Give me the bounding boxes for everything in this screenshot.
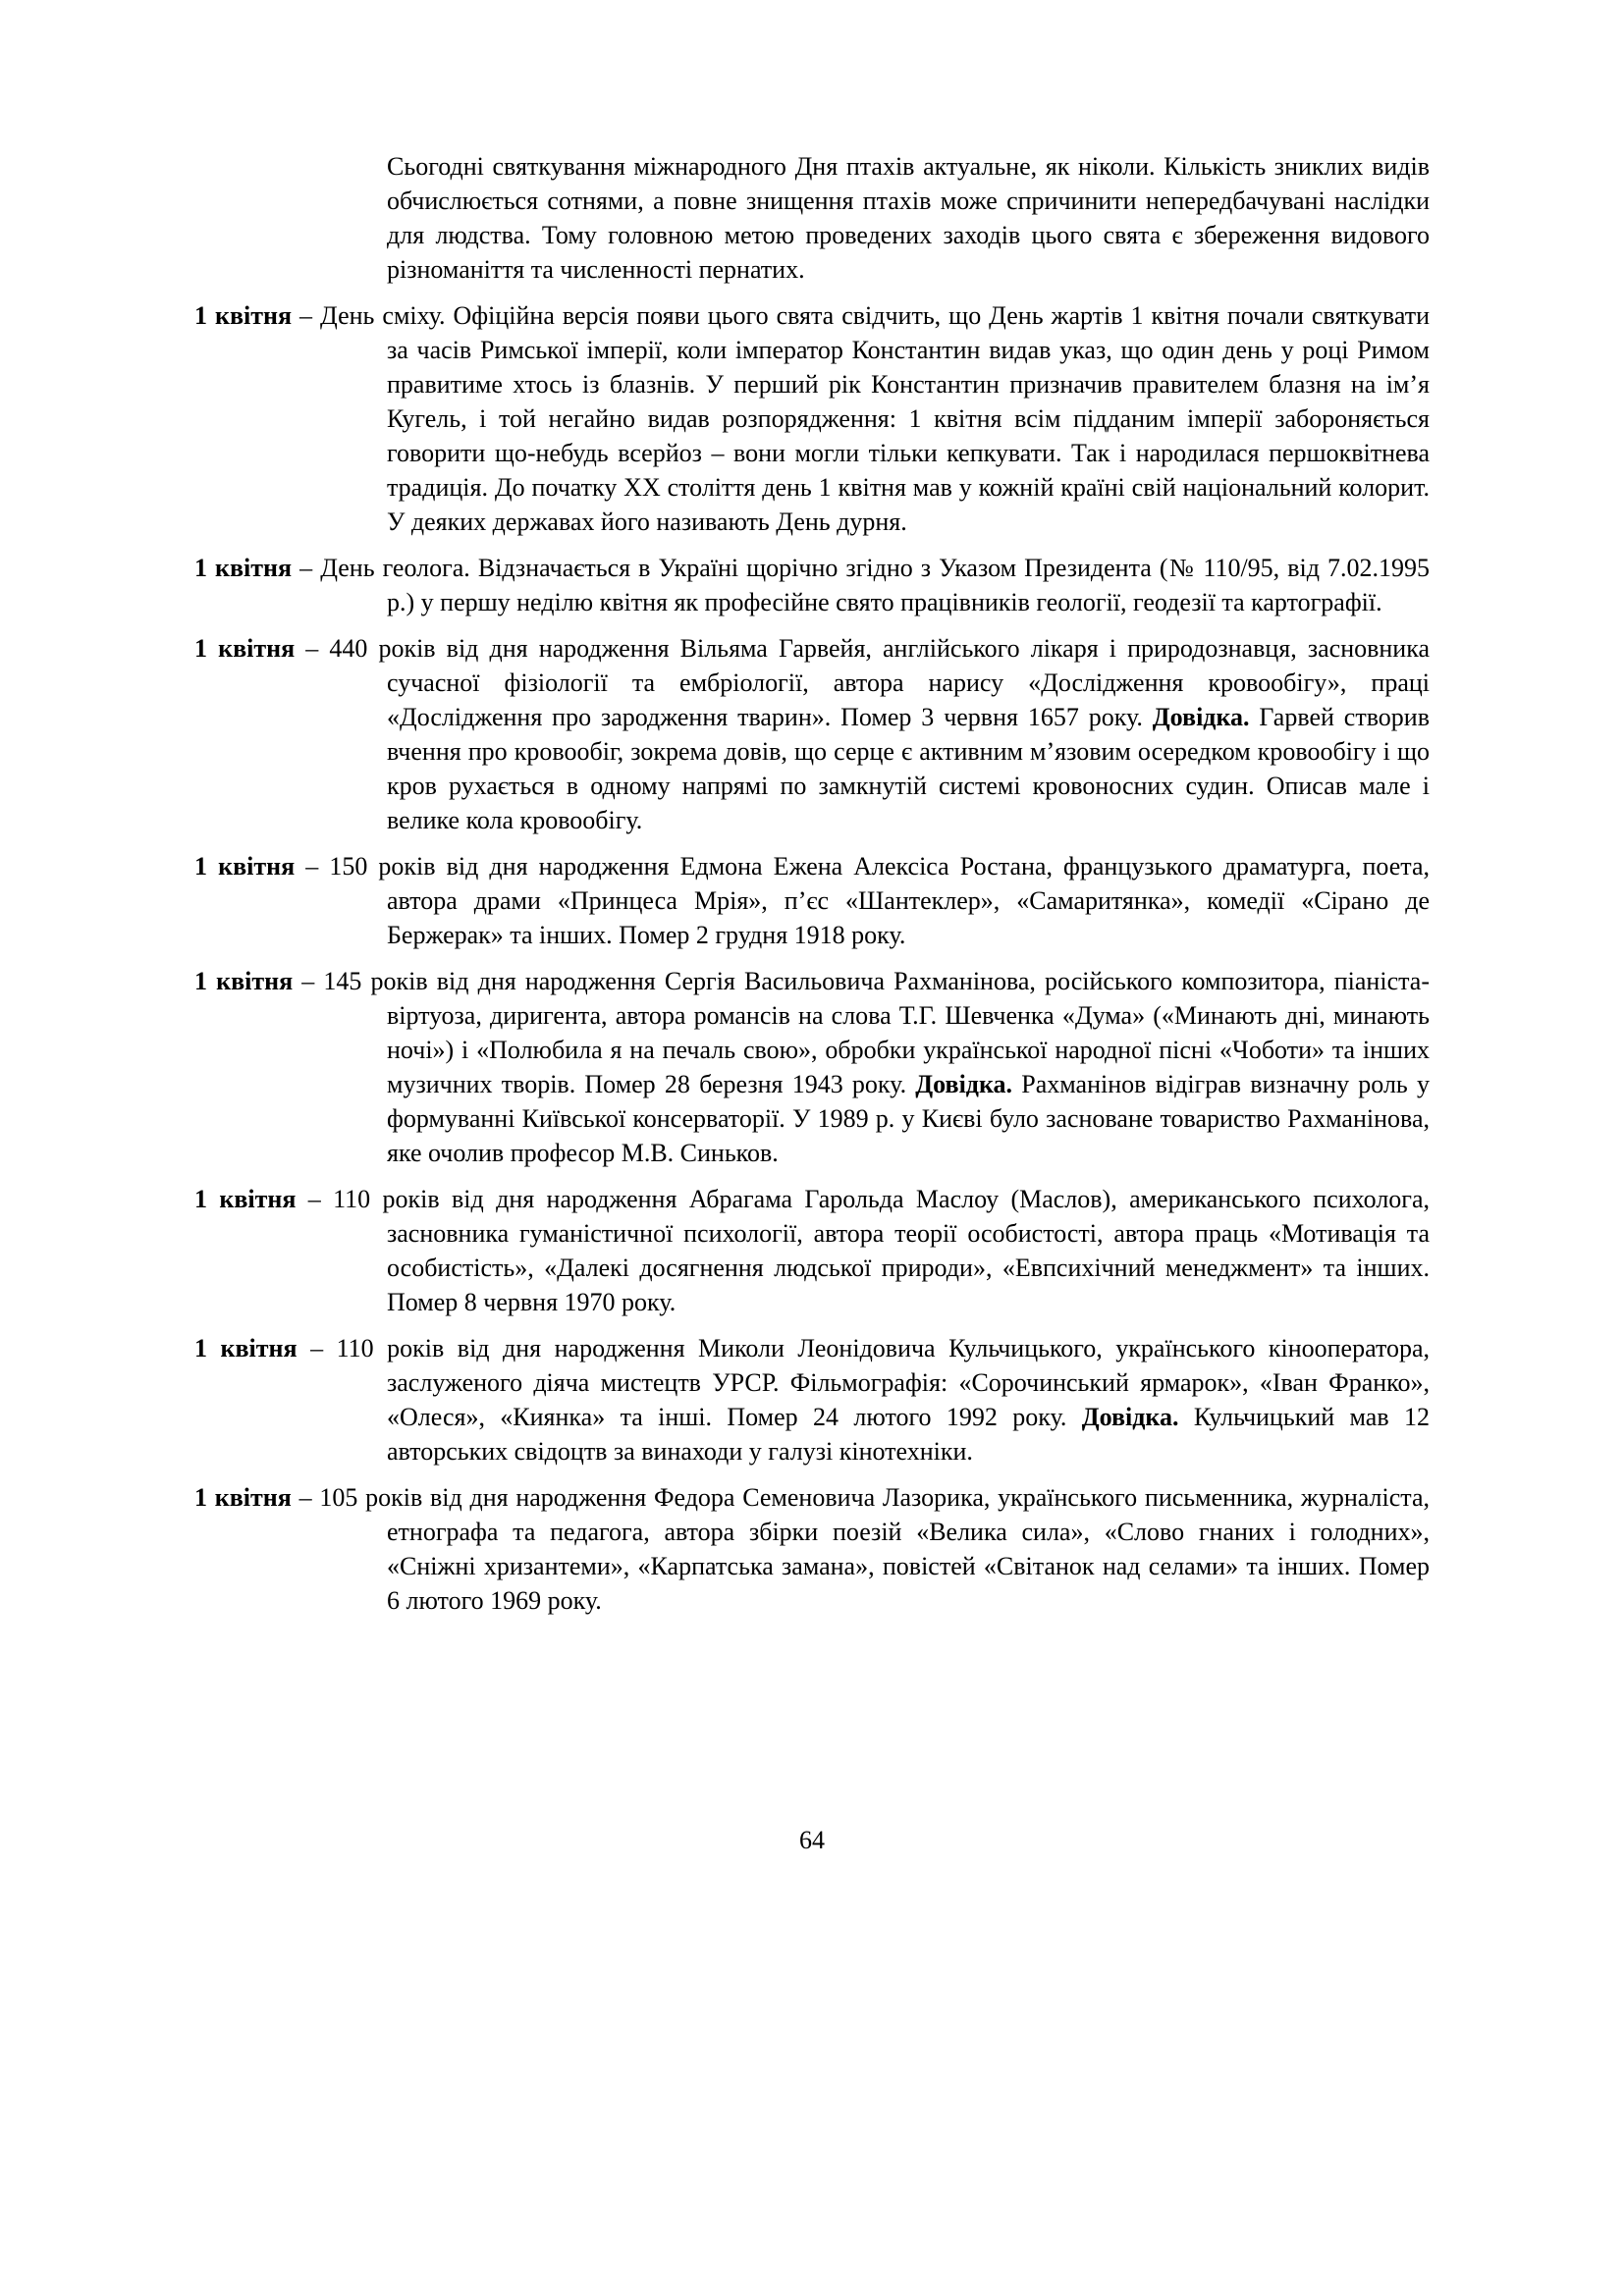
calendar-entry: [194, 551, 1430, 619]
entry-dash: –: [292, 554, 321, 582]
entry-text: 110 років від дня народження Миколи Леонідовича Кульчицького, українського кінооператора, заслуженого діяча мистецтв УРСР. Фільмографія: «Сорочинський ярмарок», «Іван Франко», «Олеся», «Киянка» та інші. Помер 24 лютого 1992 року.: [336, 1334, 1430, 1431]
entry-note-text: Кульчицький мав 12 авторських свідоцтв за винаходи у галузі кінотехніки.: [387, 1403, 1430, 1466]
entry-dash: –: [296, 1185, 334, 1213]
entry-text: 105 років від дня народження Федора Семеновича Лазорика, українського письменника, журналіста, етнографа та педагога, автора збірки поезій «Велика сила», «Слово гнаних і голодних», «Сніжні хризантеми», «Карпатська замана», повістей «Світанок над селами» та інших. Помер 6 лютого 1969 року.: [319, 1483, 1430, 1615]
entry-dash: –: [293, 967, 324, 995]
entry-text: 440 років від дня народження Вільяма Гарвейя, англійського лікаря і природознавця, засновника сучасної фізіології та ембріології, автора нарису «Дослідження кровообігу», праці «Дослідження про зародження тварин». Помер 3 червня 1657 року.: [329, 634, 1430, 731]
entry-list: [194, 298, 1430, 1618]
page-number: 64: [799, 1826, 825, 1854]
entry-date: 1 квітня: [194, 301, 293, 330]
entry-note-label: Довідка.: [1081, 1403, 1179, 1431]
entry-note-label: Довідка.: [915, 1070, 1013, 1098]
entry-dash: –: [291, 1483, 320, 1512]
entry-date: 1 квітня: [194, 554, 293, 582]
entry-note-label: Довідка.: [1152, 703, 1250, 731]
calendar-entry: [194, 298, 1430, 539]
entry-date: 1 квітня: [194, 967, 294, 995]
calendar-entry: [194, 631, 1430, 837]
entry-dash: –: [295, 852, 330, 881]
entry-date: 1 квітня: [194, 852, 296, 881]
entry-dash: –: [295, 634, 330, 663]
calendar-entry: [194, 1331, 1430, 1468]
entry-text: День сміху. Офіційна версія появи цього свята свідчить, що День жартів 1 квітня почали святкувати за часів Римської імперії, коли імператор Константин видав указ, що один день у році Римом правитиме хтось із блазнів. У перший рік Константин призначив правителем блазня на ім’я Кугель, і той негайно видав розпорядження: 1 квітня всім підданим імперії забороняється говорити що-небудь всерйоз – вони могли тільки кепкувати. Так і народилася першоквітнева традиція. До початку ХХ століття день 1 квітня мав у кожній країні свій національний колорит. У деяких державах його називають День дурня.: [320, 301, 1430, 536]
intro-paragraph: Сьогодні святкування міжнародного Дня птахів актуальне, як ніколи. Кількість зниклих видів обчислюється сотнями, а повне знищення птахів може спричинити непередбачувані наслідки для людства. Тому головною метою проведених заходів цього свята є збереження видового різноманіття та численності пернатих.: [387, 152, 1430, 284]
calendar-entry: [194, 1182, 1430, 1319]
entry-note-text: Рахманінов відіграв визначну роль у формуванні Київської консерваторії. У 1989 р. у Києві було засноване товариство Рахманінова, яке очолив професор М.В. Синьков.: [387, 1070, 1430, 1167]
entry-dash: –: [297, 1334, 337, 1362]
entry-dash: –: [292, 301, 321, 330]
entry-text: День геолога. Відзначається в Україні щорічно згідно з Указом Президента (№ 110/95, від 7.02.1995 р.) у першу неділю квітня як професійне свято працівників геології, геодезії та картографії.: [320, 554, 1430, 616]
entry-note-text: Гарвей створив вчення про кровообіг, зокрема довів, що серце є активним м’язовим осередком кровообігу і що кров рухається в одному напрямі по замкнутій системі кровоносних судин. Описав мале і велике кола кровообігу.: [387, 703, 1430, 834]
calendar-entry: [194, 849, 1430, 952]
calendar-entry: [194, 1480, 1430, 1618]
page-content: [194, 149, 1430, 1629]
entry-text: 150 років від дня народження Едмона Ежена Алексіса Ростана, французького драматурга, поета, автора драми «Принцеса Мрія», п’єс «Шантеклер», «Самаритянка», комедії «Сірано де Бержерак» та інших. Помер 2 грудня 1918 року.: [329, 852, 1431, 949]
entry-date: 1 квітня: [194, 1334, 298, 1362]
entry-date: 1 квітня: [194, 1483, 292, 1512]
entry-date: 1 квітня: [194, 634, 296, 663]
calendar-entry: [194, 964, 1430, 1170]
entry-date: 1 квітня: [194, 1185, 297, 1213]
entry-text: 110 років від дня народження Абрагама Гарольда Маслоу (Маслов), американського психолога, засновника гуманістичної психології, автора теорії особистості, автора праць «Мотивація та особистість», «Далекі досягнення людської природи», «Евпсихічний менеджмент» та інших. Помер 8 червня 1970 року.: [333, 1185, 1430, 1316]
entry-text: 145 років від дня народження Сергія Васильовича Рахманінова, російського композитора, піаніста-віртуоза, диригента, автора романсів на слова Т.Г. Шевченка «Дума» («Минають дні, минають ночі») і «Полюбила я на печаль свою», обробки української народної пісні «Чоботи» та інших музичних творів. Помер 28 березня 1943 року.: [323, 967, 1430, 1098]
